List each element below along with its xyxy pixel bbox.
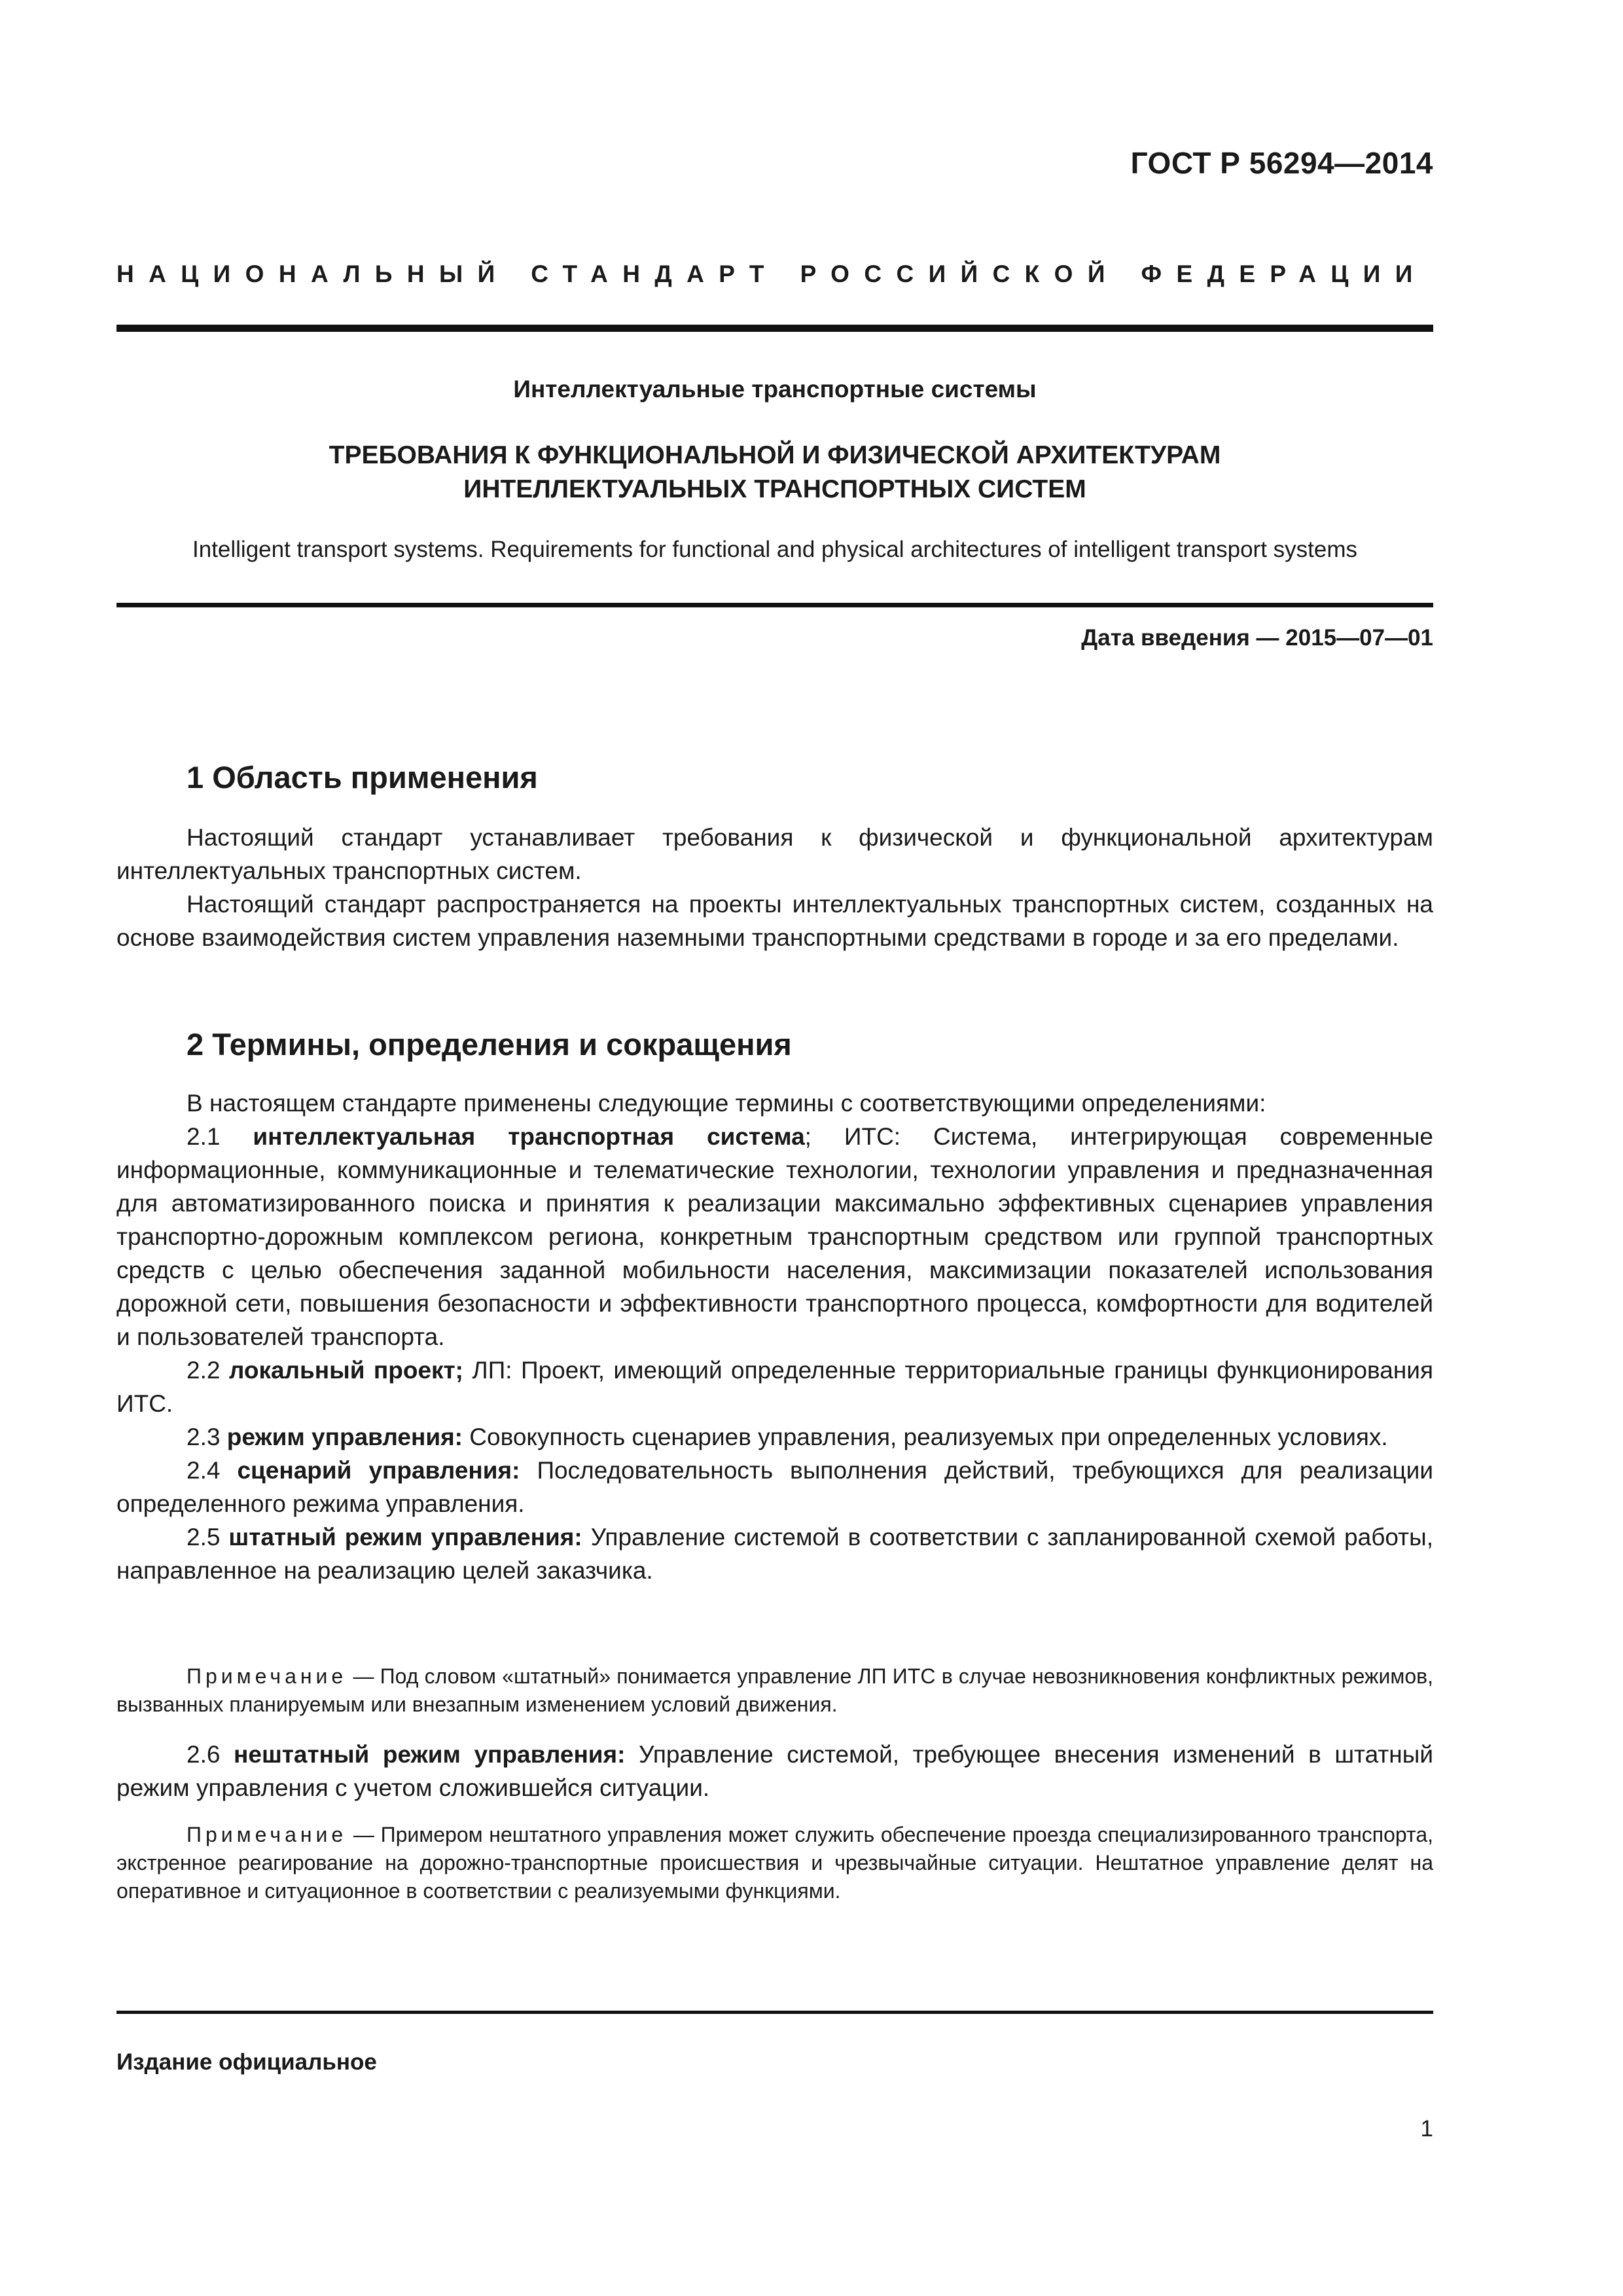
term-number: 2.6 [187,1741,234,1768]
note-text: — Под словом «штатный» понимается управление ЛП ИТС в случае невозникновения конфликтных режимов, вызванных планируемым или внезапным изменением условий движения. [116,1664,1433,1716]
term-definition: Совокупность сценариев управления, реализуемых при определенных условиях. [463,1424,1388,1450]
term-name: нештатный режим управления: [234,1741,626,1768]
term-name: сценарий управления: [237,1457,520,1484]
term-definition: Последовательность выполнения действий, требующихся для реализации определенного режима управления. [116,1457,1433,1517]
title-line-1: ТРЕБОВАНИЯ К ФУНКЦИОНАЛЬНОЙ И ФИЗИЧЕСКОЙ АРХИТЕКТУРАМ [329,441,1221,469]
section-1-paragraph: Настоящий стандарт распространяется на проекты интеллектуальных транспортных систем, созданных на основе взаимодействия систем управления наземными транспортными средствами в городе и за его пределами. [116,891,1433,951]
term-2-6 [116,1738,1433,1804]
footer-rule [116,2011,1433,2014]
term-number: 2.1 [187,1123,253,1150]
title-rule [116,603,1433,607]
national-standard-banner: НАЦИОНАЛЬНЫЙ СТАНДАРТ РОССИЙСКОЙ ФЕДЕРАЦИИ [116,260,1427,287]
term-2-5 [116,1520,1433,1587]
section-2-body [116,1086,1433,1587]
term-definition: Управление системой, требующее внесения изменений в штатный режим управления с учетом сложившейся ситуации. [116,1741,1433,1801]
note-1 [116,1662,1433,1719]
term-2-2 [116,1354,1433,1420]
term-name: локальный проект; [228,1357,463,1384]
official-edition: Издание официальное [116,2049,377,2075]
term-2-1 [116,1120,1433,1354]
term-number: 2.2 [187,1357,229,1384]
section-1-heading: 1 Область применения [187,760,538,795]
section-1-body [116,821,1433,954]
note-label: Примечание [187,1664,348,1688]
term-name: интеллектуальная транспортная система [253,1123,805,1150]
term-2-3 [116,1420,1433,1454]
page-number: 1 [1420,2116,1433,2142]
section-2-heading: 2 Термины, определения и сокращения [187,1027,792,1062]
header-rule [116,325,1433,332]
term-name: штатный режим управления: [228,1524,582,1551]
term-2-4 [116,1454,1433,1520]
term-definition: Управление системой в соответствии с запланированной схемой работы, направленное на реализацию целей заказчика. [116,1524,1433,1584]
section-1-paragraph: Настоящий стандарт устанавливает требования к физической и функциональной архитектурам интеллектуальных транспортных систем. [116,824,1433,884]
term-number: 2.4 [187,1457,238,1484]
term-definition: ; ИТС: Система, интегрирующая современные информационные, коммуникационные и телематические технологии, технологии управления и предназначенная для автоматизированного поиска и принятия к реализации максимально эффективных сценариев управления транспортно-дорожным комплексом региона, конкретным транспортным средством или группой транспортных средств с целью обеспечения заданной мобильности населения, максимизации показателей использования дорожной сети, повышения безопасности и эффективности транспортного процесса, комфортности для водителей и пользователей транспорта. [116,1123,1433,1350]
term-2-6-block [116,1738,1433,1804]
term-number: 2.3 [187,1424,227,1450]
document-subtitle: Интеллектуальные транспортные системы [513,376,1037,403]
title-line-2: ИНТЕЛЛЕКТУАЛЬНЫХ ТРАНСПОРТНЫХ СИСТЕМ [463,475,1086,503]
note-text: — Примером нештатного управления может служить обеспечение проезда специализированного транспорта, экстренное реагирование на дорожно-транспортные происшествия и чрезвычайные ситуации. Нештатное управление делят на оперативное и ситуационное в соответствии с реализуемыми функциями. [116,1823,1433,1903]
english-title: Intelligent transport systems. Requirements for functional and physical architectures of intelligent transport systems [192,537,1357,562]
note-label: Примечание [187,1823,348,1846]
document-title [116,439,1433,507]
term-name: режим управления: [226,1424,463,1450]
gost-code: ГОСТ Р 56294—2014 [1130,146,1433,180]
note-2 [116,1821,1433,1905]
term-number: 2.5 [187,1524,229,1551]
term-definition: ЛП: Проект, имеющий определенные территориальные границы функционирования ИТС. [116,1357,1433,1417]
section-2-intro: В настоящем стандарте применены следующие термины с соответствующими определениями: [187,1090,1266,1117]
introduction-date: Дата введения — 2015—07—01 [1081,625,1433,651]
